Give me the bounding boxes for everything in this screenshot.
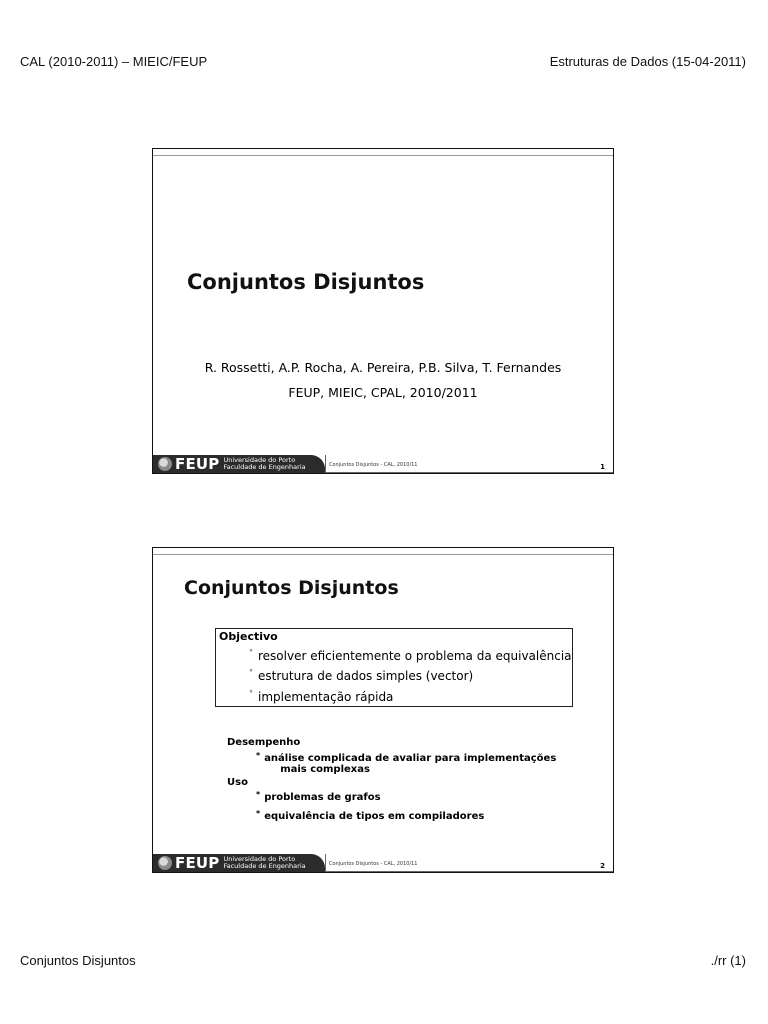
- objective-item: [249, 690, 393, 704]
- slide-1-authors: R. Rossetti, A.P. Rocha, A. Pereira, P.B. Silva, T. Fernandes: [204, 360, 562, 375]
- objective-heading: Objectivo: [219, 630, 278, 643]
- logo-line-1: Universidade do Porto: [223, 855, 296, 863]
- logo-line-2: Faculdade de Engenharia: [223, 862, 306, 870]
- objective-text: implementação rápida: [258, 690, 394, 704]
- bullet-icon: *: [256, 751, 261, 760]
- objective-item: [249, 669, 473, 683]
- footer-divider: [325, 854, 326, 872]
- footer-rule: [325, 871, 613, 872]
- objective-item: [249, 649, 572, 663]
- slide-top-rule: [153, 554, 613, 555]
- logo-brand: FEUP: [175, 455, 220, 473]
- slide-top-rule: [153, 155, 613, 156]
- feup-logo: [153, 455, 325, 473]
- use-text: problemas de grafos: [264, 792, 381, 803]
- logo-brand: FEUP: [175, 854, 220, 872]
- footer-divider: [325, 455, 326, 473]
- performance-line-1: análise complicada de avaliar para implementações: [264, 753, 557, 764]
- feup-logo: [153, 854, 325, 872]
- use-label: Uso: [227, 777, 248, 788]
- logo-line-1: Universidade do Porto: [223, 456, 296, 464]
- page-footer-pageref: ./rr (1): [710, 953, 746, 968]
- page-footer-topic: Conjuntos Disjuntos: [20, 953, 136, 968]
- objective-box: [215, 628, 573, 707]
- logo-subtitle: [223, 856, 305, 870]
- page-header-date: Estruturas de Dados (15-04-2011): [549, 54, 746, 69]
- bullet-icon: °: [249, 668, 253, 677]
- slide-1-footer: [153, 455, 613, 473]
- university-emblem-icon: [158, 457, 172, 471]
- university-emblem-icon: [158, 856, 172, 870]
- slide-1-title: Conjuntos Disjuntos: [187, 270, 425, 294]
- slide-2-footer: [153, 854, 613, 872]
- slide-number: 2: [600, 862, 605, 870]
- slide-footer-text: Conjuntos Disjuntos - CAL, 2010/11: [329, 861, 418, 867]
- logo-subtitle: [223, 457, 305, 471]
- objective-text: estrutura de dados simples (vector): [258, 669, 474, 683]
- bullet-icon: *: [256, 790, 261, 799]
- slide-2-title: Conjuntos Disjuntos: [184, 577, 399, 599]
- bullet-icon: °: [249, 689, 253, 698]
- slide-1: [152, 148, 614, 474]
- page-header-course: CAL (2010-2011) – MIEIC/FEUP: [20, 54, 208, 69]
- bullet-icon: °: [249, 648, 253, 657]
- slide-1-affiliation: FEUP, MIEIC, CPAL, 2010/2011: [288, 385, 478, 400]
- footer-rule: [325, 472, 613, 473]
- use-item: [256, 811, 484, 822]
- logo-line-2: Faculdade de Engenharia: [223, 463, 306, 471]
- objective-text: resolver eficientemente o problema da equivalência: [258, 649, 572, 663]
- slide-2: [152, 547, 614, 873]
- slide-footer-text: Conjuntos Disjuntos - CAL, 2010/11: [329, 462, 418, 468]
- performance-label: Desempenho: [227, 737, 301, 748]
- slide-number: 1: [600, 463, 605, 471]
- performance-line-2: mais complexas: [280, 764, 370, 775]
- performance-text: [264, 753, 556, 775]
- use-item: [256, 792, 381, 803]
- performance-item: [256, 753, 556, 775]
- use-text: equivalência de tipos em compiladores: [264, 811, 485, 822]
- bullet-icon: *: [256, 809, 261, 818]
